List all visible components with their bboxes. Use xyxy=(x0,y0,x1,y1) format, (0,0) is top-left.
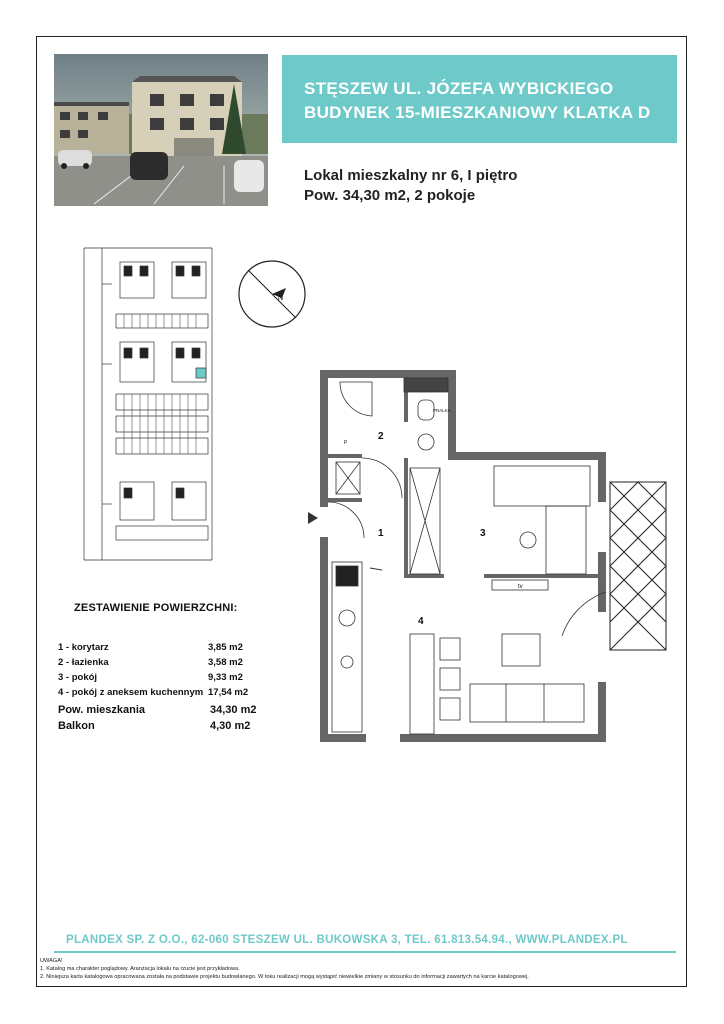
building-photo xyxy=(54,54,268,206)
floor-plan xyxy=(300,362,680,760)
areas-title: ZESTAWIENIE POWIERZCHNI: xyxy=(74,602,238,614)
totals-list xyxy=(58,702,263,734)
total-row: Pow. mieszkania 34,30 m2 xyxy=(58,704,257,716)
title-box xyxy=(282,55,677,143)
title-line-1: STĘSZEW UL. JÓZEFA WYBICKIEGO xyxy=(304,79,614,98)
unit-line-2: Pow. 34,30 m2, 2 pokoje xyxy=(304,187,476,204)
note-1: 1. Katalog ma charakter poglądowy. Aranżacja lokalu na rzucie jest przykładowa. xyxy=(40,966,240,972)
rooms-list xyxy=(58,640,263,700)
room-row: 3 - pokój 9,33 m2 xyxy=(58,672,243,683)
room-row: 2 - łazienka 3,58 m2 xyxy=(58,657,243,668)
unit-line-1: Lokal mieszkalny nr 6, I piętro xyxy=(304,167,518,184)
north-arrow-icon xyxy=(236,258,308,330)
footer-divider xyxy=(54,951,676,953)
title-line-2: BUDYNEK 15-MIESZKANIOWY KLATKA D xyxy=(304,103,651,122)
room-label-1: 1 xyxy=(378,528,384,539)
tv-label: tv xyxy=(518,584,523,590)
total-row: Balkon 4,30 m2 xyxy=(58,720,251,732)
unit-info xyxy=(304,166,517,206)
p-label: P xyxy=(344,440,348,446)
room-row: 4 - pokój z aneksem kuchennym 17,54 m2 xyxy=(58,687,249,698)
room-label-4: 4 xyxy=(418,616,424,627)
svg-text:N: N xyxy=(278,295,284,302)
notes-title: UWAGA! xyxy=(40,958,63,964)
site-plan xyxy=(82,244,214,564)
notes xyxy=(40,957,529,981)
room-label-3: 3 xyxy=(480,528,486,539)
company-footer: PLANDEX SP. Z O.O., 62-060 STESZEW UL. BUKOWSKA 3, TEL. 61.813.54.94., WWW.PLANDEX.PL xyxy=(66,934,628,946)
room-row: 1 - korytarz 3,85 m2 xyxy=(58,642,243,653)
room-label-2: 2 xyxy=(378,431,384,442)
note-2: 2. Niniejsza karta katalogowa opracowana została na podstawie projektu budowlanego. W toku realizacji mogą wystąpić niewielkie zmiany w stosunku do informacji zawartych na karcie katalogowej. xyxy=(40,974,529,980)
pralka-label: PRALKA xyxy=(433,408,451,413)
